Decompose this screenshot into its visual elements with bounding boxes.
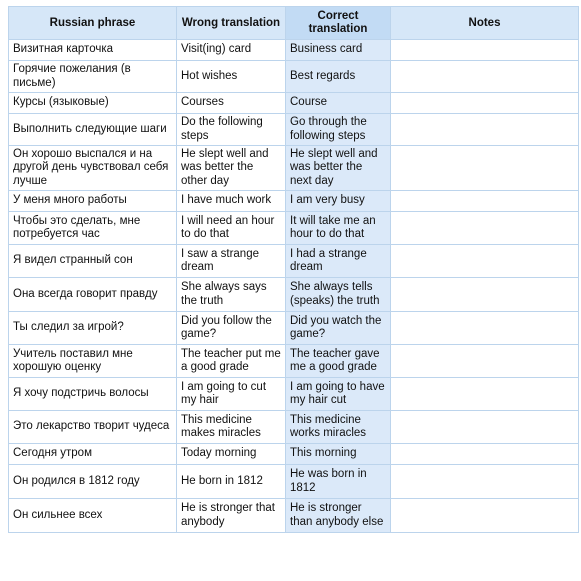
correct-translation-cell: She always tells (speaks) the truth [286, 278, 391, 312]
notes-cell [391, 191, 579, 212]
correct-translation-cell: It will take me an hour to do that [286, 212, 391, 245]
wrong-translation-cell: Today morning [177, 444, 286, 465]
table-row [9, 146, 579, 191]
header-russian-phrase: Russian phrase [9, 7, 177, 40]
notes-cell [391, 345, 579, 378]
wrong-translation-cell: The teacher put me a good grade [177, 345, 286, 378]
wrong-translation-cell: I will need an hour to do that [177, 212, 286, 245]
notes-cell [391, 312, 579, 345]
wrong-translation-cell: Did you follow the game? [177, 312, 286, 345]
wrong-translation-cell: He slept well and was better the other day [177, 146, 286, 191]
table-row [9, 345, 579, 378]
wrong-translation-cell: I saw a strange dream [177, 245, 286, 278]
notes-cell [391, 245, 579, 278]
correct-translation-cell: He was born in 1812 [286, 465, 391, 499]
table-row [9, 411, 579, 444]
wrong-translation-cell: He born in 1812 [177, 465, 286, 499]
correct-translation-cell: He is stronger than anybody else [286, 499, 391, 533]
wrong-translation-cell: Hot wishes [177, 61, 286, 93]
correct-translation-cell: I am going to have my hair cut [286, 378, 391, 411]
russian-phrase-cell: Я хочу подстричь волосы [9, 378, 177, 411]
russian-phrase-cell: Это лекарство творит чудеса [9, 411, 177, 444]
notes-cell [391, 93, 579, 114]
russian-phrase-cell: Горячие пожелания (в письме) [9, 61, 177, 93]
wrong-translation-cell: She always says the truth [177, 278, 286, 312]
table-row [9, 444, 579, 465]
correct-translation-cell: He slept well and was better the next day [286, 146, 391, 191]
table-row [9, 40, 579, 61]
wrong-translation-cell: This medicine makes miracles [177, 411, 286, 444]
table-body [9, 40, 579, 533]
russian-phrase-cell: Ты следил за игрой? [9, 312, 177, 345]
notes-cell [391, 378, 579, 411]
russian-phrase-cell: Чтобы это сделать, мне потребуется час [9, 212, 177, 245]
correct-translation-cell: Did you watch the game? [286, 312, 391, 345]
russian-phrase-cell: Выполнить следующие шаги [9, 114, 177, 146]
table-row [9, 93, 579, 114]
header-wrong-translation: Wrong translation [177, 7, 286, 40]
table-row [9, 61, 579, 93]
russian-phrase-cell: Она всегда говорит правду [9, 278, 177, 312]
correct-translation-cell: This morning [286, 444, 391, 465]
correct-translation-cell: I had a strange dream [286, 245, 391, 278]
notes-cell [391, 499, 579, 533]
russian-phrase-cell: Визитная карточка [9, 40, 177, 61]
notes-cell [391, 278, 579, 312]
table-row [9, 212, 579, 245]
wrong-translation-cell: Do the following steps [177, 114, 286, 146]
notes-cell [391, 212, 579, 245]
wrong-translation-cell: Courses [177, 93, 286, 114]
table-row [9, 378, 579, 411]
wrong-translation-cell: I have much work [177, 191, 286, 212]
notes-cell [391, 444, 579, 465]
correct-translation-cell: This medicine works miracles [286, 411, 391, 444]
header-correct-translation: Correct translation [286, 7, 391, 40]
table-row [9, 191, 579, 212]
russian-phrase-cell: Учитель поставил мне хорошую оценку [9, 345, 177, 378]
notes-cell [391, 114, 579, 146]
correct-translation-cell: Business card [286, 40, 391, 61]
correct-translation-cell: I am very busy [286, 191, 391, 212]
table-row [9, 312, 579, 345]
russian-phrase-cell: Курсы (языковые) [9, 93, 177, 114]
table-row [9, 278, 579, 312]
wrong-translation-cell: He is stronger that anybody [177, 499, 286, 533]
russian-phrase-cell: Он хорошо выспался и на другой день чувствовал себя лучше [9, 146, 177, 191]
russian-phrase-cell: Сегодня утром [9, 444, 177, 465]
notes-cell [391, 40, 579, 61]
correct-translation-cell: The teacher gave me a good grade [286, 345, 391, 378]
notes-cell [391, 61, 579, 93]
wrong-translation-cell: Visit(ing) card [177, 40, 286, 61]
russian-phrase-cell: У меня много работы [9, 191, 177, 212]
russian-phrase-cell: Он сильнее всех [9, 499, 177, 533]
correct-translation-cell: Course [286, 93, 391, 114]
table-row [9, 245, 579, 278]
header-row [9, 7, 579, 40]
notes-cell [391, 411, 579, 444]
table-row [9, 499, 579, 533]
notes-cell [391, 465, 579, 499]
correct-translation-cell: Go through the following steps [286, 114, 391, 146]
notes-cell [391, 146, 579, 191]
wrong-translation-cell: I am going to cut my hair [177, 378, 286, 411]
table-row [9, 465, 579, 499]
translation-table [8, 6, 579, 533]
russian-phrase-cell: Я видел странный сон [9, 245, 177, 278]
russian-phrase-cell: Он родился в 1812 году [9, 465, 177, 499]
table-container [8, 6, 579, 533]
correct-translation-cell: Best regards [286, 61, 391, 93]
table-row [9, 114, 579, 146]
header-notes: Notes [391, 7, 579, 40]
